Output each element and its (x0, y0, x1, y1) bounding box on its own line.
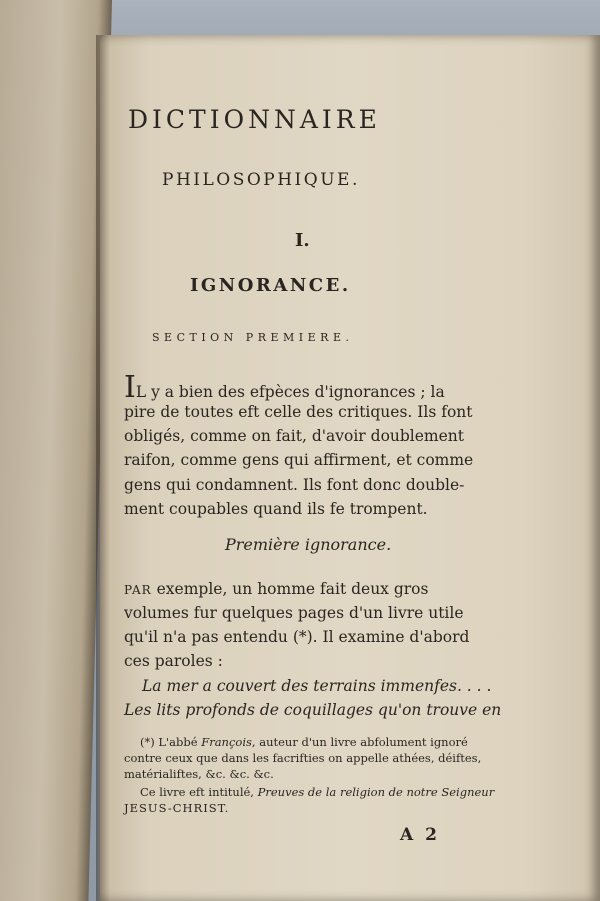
paragraph-1-line-5: gens qui condamnent. Ils font donc double- (124, 476, 465, 494)
paragraph-1-line-1 (124, 370, 445, 405)
subheading: Première ignorance. (225, 535, 392, 554)
small-caps-lead: PAR (124, 583, 152, 597)
footnote-line-1 (140, 735, 468, 749)
footnote-book-title: Preuves de la religion de notre Seigneur (257, 785, 495, 799)
page-content (110, 35, 525, 901)
drop-letter: I (124, 370, 136, 405)
paragraph-2-first-line: exemple, un homme fait deux gros (151, 580, 429, 598)
paragraph-1-line-6: ment coupables quand ils fe trompent. (124, 500, 428, 518)
footnote-line-3: matérialiftes, &c. &c. &c. (124, 767, 274, 781)
quote-line-1: La mer a couvert des terrains immenfes. . . . (142, 677, 492, 695)
title-line-1: DICTIONNAIRE (128, 105, 381, 134)
paragraph-1-first-line: L y a bien des efpèces d'ignorances ; la (135, 383, 445, 401)
footnote-line-4 (140, 785, 494, 799)
footnote-line-2: contre ceux que dans les facrifties on appelle athées, déiftes, (124, 751, 482, 765)
paragraph-2-line-2: volumes fur quelques pages d'un livre utile (124, 604, 464, 622)
page-gutter-shadow (96, 35, 110, 901)
paragraph-2-line-1 (124, 580, 428, 598)
footnote-line-1-rest: , auteur d'un livre abfolument ignoré (251, 735, 468, 749)
section-heading: SECTION PREMIERE. (152, 331, 354, 344)
footnote-author: François (201, 735, 252, 749)
quote-line-2: Les lits profonds de coquillages qu'on trouve en (124, 701, 502, 719)
paragraph-1-line-2: pire de toutes eft celle des critiques. Ils font (124, 403, 473, 421)
footnote-line-4-prefix: Ce livre eft intitulé, (140, 785, 258, 799)
paragraph-2-line-3: qu'il n'a pas entendu (*). Il examine d'abord (124, 628, 470, 646)
paragraph-2-line-4: ces paroles : (124, 652, 223, 670)
paragraph-1-line-3: obligés, comme on fait, d'avoir doublement (124, 427, 465, 445)
footnote-line-5: JESUS-CHRIST. (124, 801, 230, 815)
entry-subject: IGNORANCE. (190, 275, 351, 296)
title-line-2: PHILOSOPHIQUE. (162, 170, 360, 190)
footnote-marker: (*) L'abbé (140, 735, 202, 749)
entry-number: I. (295, 230, 310, 251)
signature-mark: A 2 (400, 825, 440, 845)
paragraph-1-line-4: raifon, comme gens qui affirment, et comme (124, 451, 474, 469)
